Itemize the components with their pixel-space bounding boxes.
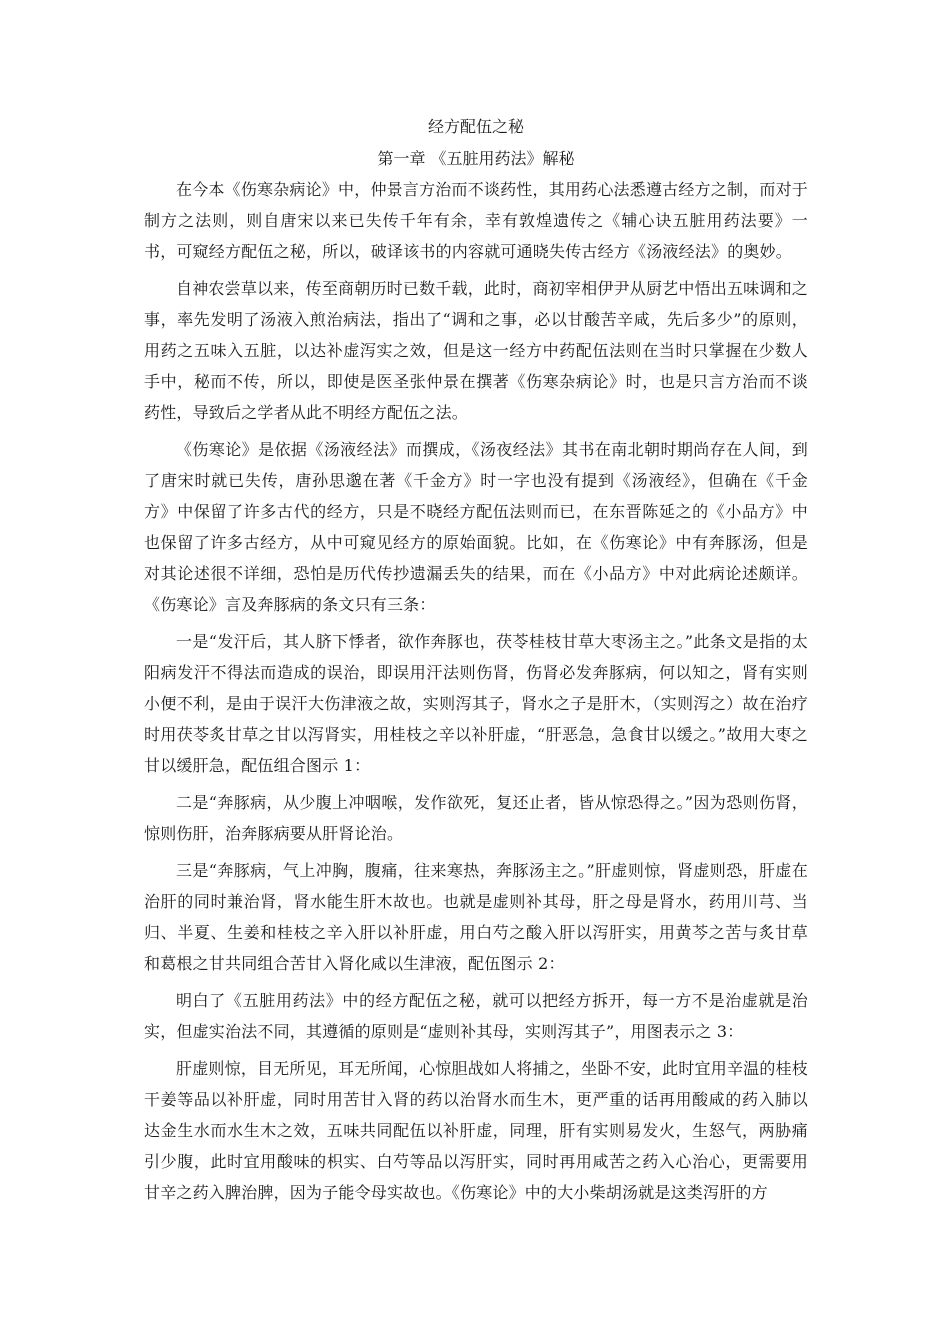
document-page xyxy=(144,112,808,1214)
paragraph-6: 三是“奔豚病，气上冲胸，腹痛，往来寒热，奔豚汤主之。”肝虚则惊，肾虚则恐，肝虚在治肝的同时兼治肾，肾水能生肝木故也。也就是虚则补其母，肝之母是肾水，药用川芎、当归、半夏、生姜和桂枝之辛入肝以补肝虚，用白芍之酸入肝以泻肝实，用黄芩之苦与炙甘草和葛根之甘共同组合苦甘入肾化咸以生津液，配伍图示 2： xyxy=(144,861,808,973)
chapter-heading: 第一章 《五脏用药法》解秘 xyxy=(377,149,575,168)
paragraph-3: 《伤寒论》是依据《汤液经法》而撰成，《汤夜经法》其书在南北朝时期尚存在人间，到了唐宋时就已失传，唐孙思邈在著《千金方》时一字也没有提到《汤液经》，但确在《千金方》中保留了许多古代的经方，只是不晓经方配伍法则而已，在东晋陈延之的《小品方》中也保留了许多古经方，从中可窥见经方的原始面貌。比如，在《伤寒论》中有奔豚汤，但是对其论述很不详细，恐怕是历代传抄遗漏丢失的结果，而在《小品方》中对此病论述颇详。《伤寒论》言及奔豚病的条文只有三条： xyxy=(144,440,808,614)
paragraph-2: 自神农尝草以来，传至商朝历时已数千载，此时，商初宰相伊尹从厨艺中悟出五味调和之事，率先发明了汤液入煎治病法，指出了“调和之事，必以甘酸苦辛咸，先后多少”的原则，用药之五味入五脏，以达补虚泻实之效，但是这一经方中药配伍法则在当时只掌握在少数人手中，秘而不传，所以，即使是医圣张仲景在撰著《伤寒杂病论》时，也是只言方治而不谈药性，导致后之学者从此不明经方配伍之法。 xyxy=(144,279,808,422)
paragraph-4: 一是“发汗后，其人脐下悸者，欲作奔豚也，茯苓桂枝甘草大枣汤主之。”此条文是指的太阳病发汗不得法而造成的误治，即误用汗法则伤肾，伤肾必发奔豚病，何以知之，肾有实则小便不利，是由于误汗大伤津液之故，实则泻其子，肾水之子是肝木，（实则泻之）故在治疗时用茯苓炙甘草之甘以泻肾实，用桂枝之辛以补肝虚，“肝恶急，急食甘以缓之。”故用大枣之甘以缓肝急，配伍组合图示 1： xyxy=(144,632,808,775)
paragraph-5: 二是“奔豚病，从少腹上冲咽喉，发作欲死，复还止者，皆从惊恐得之。”因为恐则伤肾，惊则伤肝，治奔豚病要从肝肾论治。 xyxy=(144,793,808,843)
paragraph-8: 肝虚则惊，目无所见，耳无所闻，心惊胆战如人将捕之，坐卧不安，此时宜用辛温的桂枝干姜等品以补肝虚，同时用苦甘入肾的药以治肾水而生木，更严重的话再用酸咸的药入肺以达金生水而水生木之效，五味共同配伍以补肝虚，同理，肝有实则易发火，生怒气，两胁痛引少腹，此时宜用酸味的枳实、白芍等品以泻肝实，同时再用咸苦之药入心治心，更需要用甘辛之药入脾治脾，因为子能令母实故也。《伤寒论》中的大小柴胡汤就是这类泻肝的方 xyxy=(144,1059,808,1202)
paragraph-1: 在今本《伤寒杂病论》中，仲景言方治而不谈药性，其用药心法悉遵古经方之制，而对于制方之法则，则自唐宋以来已失传千年有余，幸有敦煌遗传之《辅心诀五脏用药法要》一书，可窥经方配伍之秘，所以，破译该书的内容就可通晓失传古经方《汤液经法》的奥妙。 xyxy=(144,180,808,261)
document-title: 经方配伍之秘 xyxy=(427,117,524,136)
paragraph-7: 明白了《五脏用药法》中的经方配伍之秘，就可以把经方拆开，每一方不是治虚就是治实，但虚实治法不同，其遵循的原则是“虚则补其母，实则泻其子”，用图表示之 3： xyxy=(144,991,808,1041)
